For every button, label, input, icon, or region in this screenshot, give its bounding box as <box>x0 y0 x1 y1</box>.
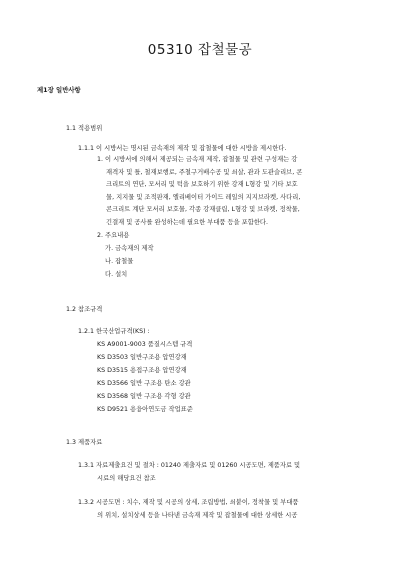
clause-1-1-1: 1.1.1 이 시방서는 명시된 금속재의 제작 및 잡철물에 대한 시방을 제시한다. <box>78 145 287 152</box>
clause-1-3-2-line: 1.3.2 시공도면 : 치수, 제작 및 시공의 상세, 조립방법, 쇠붙이, 정착물 및 부대품 <box>78 499 299 506</box>
sub-item-ga: 가. 금속재의 제작 <box>105 245 154 252</box>
section-1-2-heading: 1.2 참조규격 <box>66 306 103 313</box>
clause-1-3-2-line: 의 위치, 설치상세 등을 나타낸 금속재 제작 및 잡철물에 대한 상세한 시공 <box>97 512 298 519</box>
clause-1-3-1-line: 시료의 해당요건 참조 <box>97 475 156 482</box>
item-1-text <box>97 154 373 230</box>
item-1-line: 긴결재 및 공사를 완성하는데 필요한 부대품 등을 포함한다. <box>106 218 268 226</box>
item-2-heading: 2. 주요내용 <box>97 232 130 239</box>
item-1-line: 1. 이 시방서에 의해서 제공되는 금속재 제작, 잡철물 및 관련 구성재는 강 <box>97 156 298 163</box>
sub-item-da: 다. 설치 <box>105 271 128 278</box>
section-1-1-heading: 1.1 적용범위 <box>66 125 103 132</box>
standard-item: KS D3515 용접구조용 압연강재 <box>97 367 187 374</box>
standard-item: KS D3568 일반 구조용 각형 강관 <box>97 393 191 400</box>
item-1-line: 콘크리트 계단 모서리 보호물, 각종 강재클립, L형강 및 브라켓, 정착물, <box>106 206 300 214</box>
standard-item: KS D9521 용융아연도금 작업표준 <box>97 406 193 413</box>
standard-item: KS D3503 일반구조용 압연강재 <box>97 354 187 361</box>
section-1-3-heading: 1.3 제품자료 <box>66 439 103 446</box>
item-1-line: 물, 지지물 및 조적판재, 엘리베이터 가이드 레일의 지지브라켓, 사다리, <box>106 193 301 201</box>
document-title: 05310 잡철물공 <box>147 42 253 58</box>
item-1-line: 크리트의 연단, 모서리 및 턱을 보호하기 위한 강재 L형강 및 기타 보호 <box>106 181 298 189</box>
standard-item: KS D3566 일반 구조용 탄소 강관 <box>97 380 191 387</box>
clause-1-3-1-line: 1.3.1 자료제출요건 및 절차 : 01240 제출자료 및 01260 시공도면, 제품자료 및 <box>78 462 301 469</box>
sub-item-na: 나. 잡철물 <box>105 258 134 265</box>
item-1-line: 재격자 및 틀, 철재보행로, 주철구거배수공 및 쇠살, 관과 도관슬리브, 콘 <box>106 168 303 176</box>
chapter-heading: 제1장 일반사항 <box>37 86 81 94</box>
standard-item: KS A9001-9003 품질시스템 규격 <box>97 341 193 348</box>
clause-1-2-1: 1.2.1 한국산업규격(KS) : <box>78 328 150 335</box>
